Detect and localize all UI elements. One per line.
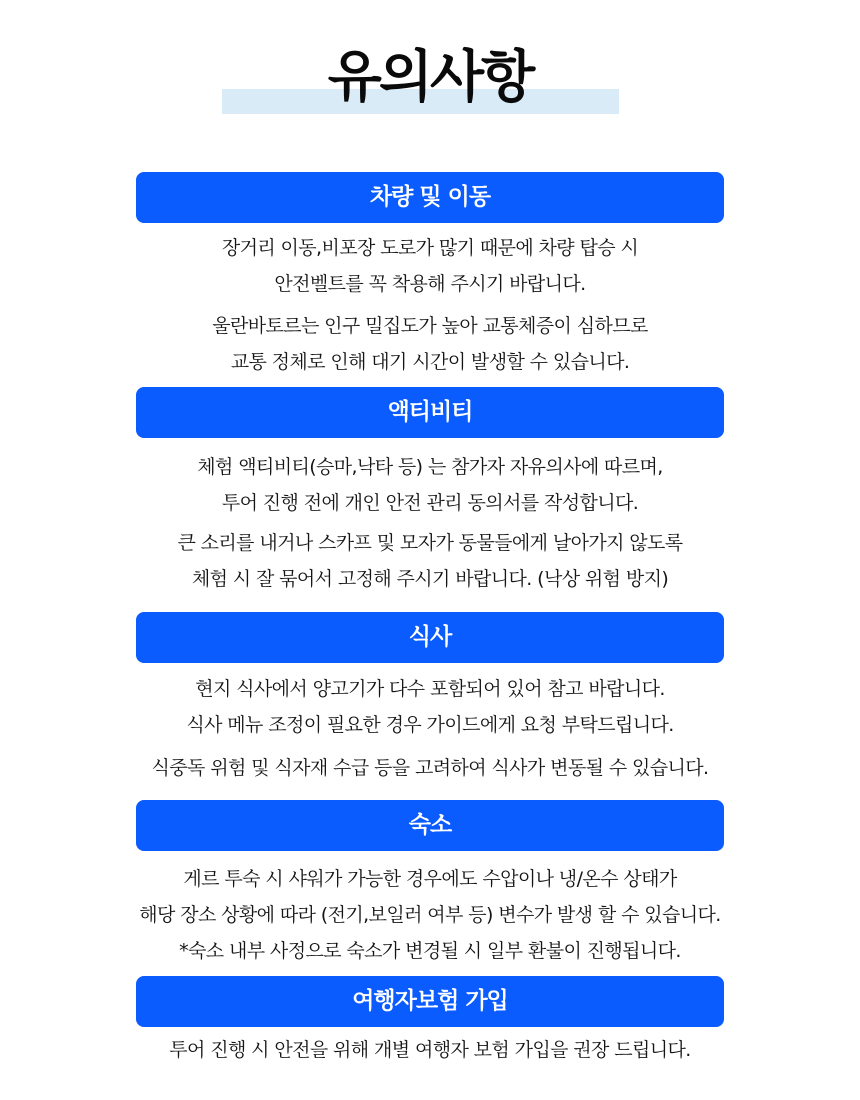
- text-line: 큰 소리를 내거나 스카프 및 모자가 동물들에게 날아가지 않도록: [177, 532, 683, 554]
- text-line: 장거리 이동,비포장 도로가 많기 때문에 차량 탑승 시: [221, 237, 639, 259]
- section-header-activity: 액티비티: [136, 387, 724, 438]
- text-line: *숙소 내부 사정으로 숙소가 변경될 시 일부 환불이 진행됩니다.: [179, 940, 681, 962]
- text-line: 게르 투숙 시 샤워가 가능한 경우에도 수압이나 냉/온수 상태가: [183, 868, 677, 890]
- paragraph-meal-2: [60, 750, 800, 786]
- text-line: 투어 진행 전에 개인 안전 관리 동의서를 작성합니다.: [221, 492, 639, 514]
- text-line: 체험 액티비티(승마,낙타 등) 는 참가자 자유의사에 따르며,: [197, 456, 663, 478]
- text-line: 식중독 위험 및 식자재 수급 등을 고려하여 식사가 변동될 수 있습니다.: [151, 757, 709, 779]
- text-line: 교통 정체로 인해 대기 시간이 발생할 수 있습니다.: [230, 351, 630, 373]
- text-line: 현지 식사에서 양고기가 다수 포함되어 있어 참고 바랍니다.: [195, 678, 665, 700]
- paragraph-meal-1: [60, 671, 800, 743]
- section-header-meal: 식사: [136, 612, 724, 663]
- paragraph-lodging-1: [60, 861, 800, 969]
- paragraph-vehicle-2: [60, 308, 800, 380]
- page-title: 유의사항: [327, 45, 533, 110]
- text-line: 해당 장소 상황에 따라 (전기,보일러 여부 등) 변수가 발생 할 수 있습니다.: [139, 904, 721, 926]
- section-header-lodging: 숙소: [136, 800, 724, 851]
- text-line: 체험 시 잘 묶어서 고정해 주시기 바랍니다. (낙상 위험 방지): [191, 568, 669, 590]
- text-line: 안전벨트를 꼭 착용해 주시기 바랍니다.: [274, 273, 586, 295]
- paragraph-activity-1: [60, 449, 800, 521]
- section-header-insurance: 여행자보험 가입: [136, 976, 724, 1027]
- text-line: 식사 메뉴 조정이 필요한 경우 가이드에게 요청 부탁드립니다.: [186, 714, 674, 736]
- paragraph-activity-2: [60, 525, 800, 597]
- text-line: 울란바토르는 인구 밀집도가 높아 교통체증이 심하므로: [212, 315, 648, 337]
- section-header-vehicle: 차량 및 이동: [136, 172, 724, 223]
- title-area: [0, 40, 860, 120]
- text-line: 투어 진행 시 안전을 위해 개별 여행자 보험 가입을 권장 드립니다.: [169, 1039, 691, 1061]
- paragraph-vehicle-1: [60, 230, 800, 302]
- paragraph-insurance-1: [60, 1032, 800, 1068]
